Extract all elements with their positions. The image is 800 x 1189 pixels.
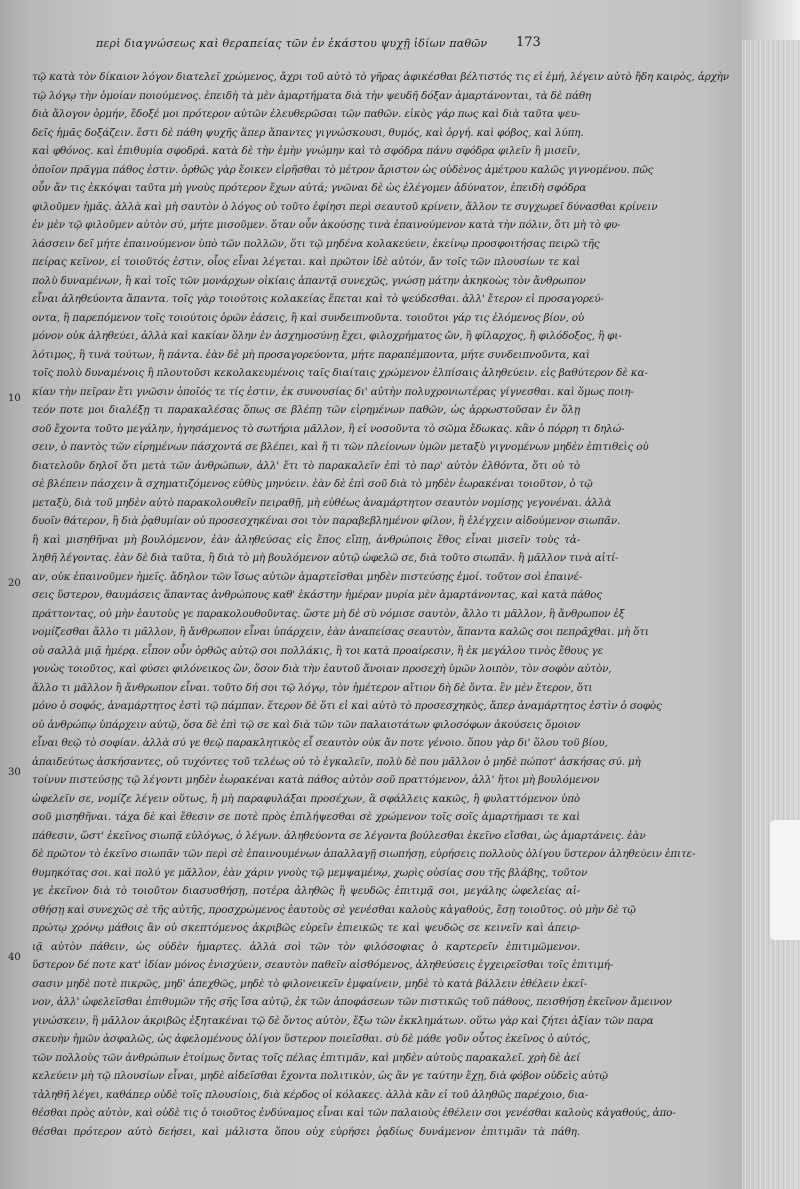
text-line: μόνον οὐκ ἀληθεύει, ἀλλὰ καὶ κακίαν ὅλην ἐν ἀσχημοσύνῃ ἔχει, φιλοχρήματος ὤν, ἢ φίλαρχος, ἢ φιλόδοξος, ἢ φι- [32, 330, 622, 342]
text-line: τἀληθῆ λέγει, καθάπερ οὐδὲ τοῖς πλουσίοις, διὰ κέρδος οἱ κόλακες. ἀλλὰ κἂν εἰ τοῦ ἀληθῶς παρέχοιο, δια- [32, 1088, 589, 1101]
text-line: οὐ ἀνθρώπῳ ὑπάρχειν αὐτῷ, ὅσα δὲ ἐπὶ τῷ σε καὶ διὰ τῶν τῶν παλαιοτάτων φιλοσόφων ἀκούσεις ὅμοιον [32, 718, 580, 731]
text-line: διὰ ἄλογον ὁρμήν, ἔδοξέ μοι πρότερον αὐτῶν ἐλευθερῶσαι τῶν παθῶν. εἰκὸς γάρ πως καὶ διὰ ταῦτα ψευ- [32, 108, 580, 120]
text-line: πείρας κεῖνον, εἰ τοιοῦτός ἐστιν, οἷος εἶναι λέγεται. καὶ πρῶτον ἰδὲ αὐτόν, ἄν τοῖς τῶν πλουσίων τε καὶ [32, 256, 580, 268]
text-line: γονὼς τοιοῦτος, καὶ φύσει φιλόνεικος ὢν, ὅσον διὰ τὴν ἑαυτοῦ ἄνοιαν προσεχὴ ὑμῶν λοιπὸν, τὸν σοφὸν αὐτὸν, [32, 663, 612, 675]
text-line: αν, οὐκ ἐπαινοῦμεν ἡμεῖς. ἄδηλον τῶν ἴσως αὐτῶν ἁμαρτεῖσθαι μηδὲν πιστεύσῃς ἐμοί. τοῦτον σοὶ ἐπαινέ- [32, 570, 583, 583]
text-line: θέσθαι πρότερον αὐτὸ δεήσει, καὶ μάλιστα ὅπου οὐχ εὑρήσει ῥᾳδίως δυνάμενον ἐπιτιμᾶν τὰ πάθη. [32, 1125, 580, 1138]
text-line: σασιν μηδὲ ποτὲ πικρῶς, μηδ' ἀπεχθῶς, μηδὲ τὸ φιλονεικεῖν ἐμφαίνειν, μηδὲ τὸ κατὰ βάλλειν ἐθέλειν ἐκεῖ- [32, 977, 588, 990]
text-line: εἶναι ἀληθεύοντα ἅπαντα. τοῖς γὰρ τοιούτοις κολακείας ἕπεται καὶ τὸ ψεύδεσθαι. ἀλλ' ἔτερον εἰ προσαγορεύ- [32, 293, 604, 305]
text-line: πρώτῳ χρόνῳ μάθοις ἂν οὐ σκεπτόμενος ἀκριβῶς εὑρεῖν ἐπιεικῶς τε καὶ ψευδῶς σε κεινεῖν καὶ ἀπειρ- [32, 922, 580, 934]
text-line: τοῖς πολὺ δυναμένοις ἢ πλουτοῦσι κεκολακευμένοις ταῖς διαίταις χρώμενον ἐλπίσαις ἀληθεύειν. εἰς βαθύτερον δὲ κα- [32, 367, 648, 379]
text-line: καὶ φθόνος. καὶ ἐπιθυμία σφοδρά. κατὰ δὲ τὴν ἐμὴν γνώμην καὶ τὸ σφόδρα πάνυ σφόδρα φιλεῖν ἢ μισεῖν, [32, 145, 580, 157]
text-line: γε ἐκεῖνον διὰ τὸ τοιοῦτον διασυσθήσῃ, ποτέρα ἀληθῶς ἢ ψευδῶς ἐπιτιμᾷ σοι, μεγάλης ὠφελείας αἰ- [32, 885, 580, 897]
text-line: δυοῖν θάτερον, ἢ διὰ ῥᾳθυμίαν οὐ προσεσχηκέναι σοι τὸν παραβεβλημένον φίλον, ἢ ἐλέγχειν αἰδούμενον σιωπᾶν. [32, 515, 621, 527]
text-line: τῷ λόγῳ τὴν ὁμοίαν ποιούμενος. ἐπειδὴ τὰ μὲν ἁμαρτήματα διὰ τὴν ψευδῆ δόξαν ἁμαρτάνονται, τὰ δὲ πάθη [32, 89, 591, 102]
margin-line-number: 20 [8, 578, 21, 589]
text-line: διατελοῦν δηλοῖ ὅτι μετὰ τῶν ἀνθρώπων, ἀλλ' ἔτι τὸ παρακαλεῖν ἐπὶ τὸ παρ' αὐτὸν ἐλθόντα, ὅτι οὐ τὸ [32, 459, 580, 472]
page-number: 173 [516, 35, 541, 50]
text-line: τοίνυν πιστεύσῃς τῷ λέγοντι μηδὲν ἑωρακέναι κατὰ πάθος αὐτὸν σοῦ πραττόμενον, ἀλλ' ἤτοι μὴ βουλόμενον [32, 774, 600, 786]
text-line: εἶναι θεῷ τὸ σοφίαν. ἀλλὰ σύ γε θεῷ παρακλητικὸς εἶ σεαυτὸν οὐκ ἄν ποτε γένοιο. ὅπου γὰρ δι' ὅλου τοῦ βίου, [32, 737, 608, 749]
text-line: πράττοντας, οὐ μὴν ἑαυτοὺς γε παρακολουθοῦντας. ὥστε μὴ δὲ σὺ νόμισε σαυτὸν, ἄλλο τι μᾶλλον, ἢ ἄνθρωπον ἐξ [32, 607, 625, 620]
text-line: λάσσειν δεῖ μήτε ἐπαινούμενον ὑπὸ τῶν πολλῶν, ὅτι τῷ μηδένα κολακεύειν, ἐκείνῳ προσφοιτήσας πειρῶ τῆς [32, 237, 600, 250]
text-line: σοῦ ἔχοντα τοῦτο μεγάλην, ἡγησάμενος τὸ σωτήρια μᾶλλον, ἢ εἰ νοσοῦντα τὸ σῶμα ἔδωκας. κἂν ὁ πόρρη τι δηλώ- [32, 422, 625, 435]
text-line: φιλοῦμεν ἡμᾶς. ἀλλὰ καὶ μὴ σαυτὸν ὁ λόγος οὐ τοῦτο ἐφίησι περὶ σεαυτοῦ κρίνειν, ἄλλον τε συγχωρεῖ δύνασθαι κρίνειν [32, 200, 658, 213]
text-line: λότιμος, ἢ τινὰ τούτων, ἢ πάντα. ἐὰν δὲ μὴ προσαγορεύοντα, μήτε παραπέμποντα, μήτε συνδειπνοῦντα, καὶ [32, 348, 590, 361]
text-line: πολὺ δυναμένων, ἢ καὶ τοῖς τῶν μονάρχων οἰκίαις ἀπαντᾷ συνεχῶς, γνώσῃ μάτην ἀκηκοὼς τὸν ἄνθρωπον [32, 274, 586, 287]
page-edge-highlight [770, 820, 800, 940]
margin-line-number: 40 [8, 952, 21, 963]
text-line: τῷ κατὰ τὸν δίκαιον λόγον διατελεῖ χρώμενος, ἄχρι τοῦ αὐτὸ τὸ γῆρας ἀφικέσθαι βέλτιστός τις εἰ ἐμή, λέγειν αὐτὸ ἤδη καιρὸς, ἀρχὴν [32, 71, 729, 83]
text-line: σθήσῃ καὶ συνεχῶς σὲ τῆς αὐτῆς, προσχρώμενος ἑαυτοὺς σὲ γενέσθαι καλοὺς κἀγαθούς, ἔσῃ τοιοῦτος. οὐ μὴν δὲ τῷ [32, 903, 636, 916]
text-line: ὁποῖον πρᾶγμα πάθος ἐστιν. ὀρθῶς γὰρ ἔοικεν εἰρῆσθαι τὸ μέτρον ἄριστον ὡς οὐδὲνος ἀμέτρου καλῶς γιγνομένου. πῶς [32, 163, 654, 176]
text-line: σκευὴν ἡμῶν ἀσφαλῶς, ὡς ἀφελομένους ὀλίγον ὕστερον ποιεῖσθαι. σὺ δὲ μάθε γοῦν οὗτος ἐκεῖνος ὁ αὐτός, [32, 1033, 591, 1045]
text-line: σεις ὕστερον, θαυμάσεις ἅπαντας ἀνθρώπους καθ' ἑκάστην ἡμέραν μυρία μὲν ἁμαρτάνοντας, καὶ κατὰ πάθος [32, 589, 603, 601]
text-line: τεόν ποτε μοι διαλέξῃ τι παρακαλέσας ὅπως σε βλέπῃ τῶν εἰρημένων παθῶν, ὡς ἀρρωστοῦσαν ἐν ὅλῃ [32, 404, 580, 416]
text-line: σειν, ὁ παντὸς τῶν εἰρημένων πάσχοντά σε βλέπει, καὶ ἤ τι τῶν πλείονων ὑμῶν μεταξὺ γιγνομένων μηδὲν ἐπιτιθεὶς οὐ [32, 441, 649, 453]
text-line: ληθῆ λέγοντας. ἐὰν δὲ διὰ ταῦτα, ἢ διὰ τὸ μὴ βουλόμενον αὐτῷ ὠφελῶ σε, διὰ τοῦτο σιωπᾶν. ἢ μᾶλλον τινὰ αἰτί- [32, 552, 619, 564]
text-line: δεῖς ἡμᾶς δοξάζειν. ἔστι δὲ πάθη ψυχῆς ἅπερ ἅπαντες γιγνώσκουσι, θυμός, καὶ ὀργή. καὶ φόβος, καὶ λύπη. [32, 126, 584, 139]
text-line: πάθεσιν, ὥστ' ἐκεῖνος σιωπᾷ εὐλόγως, ὁ λέγων. ἀληθεύοντα σε λέγοντα βούλεσθαι ἐκεῖνο εἴσθαι, ὡς ἁμαρτάνεις. ἐὰν [32, 829, 646, 842]
text-line: μόνο ὁ σοφός, ἀναμάρτητος ἐστὶ τῷ πάμπαν. ἕτερον δὲ ὅτι εἰ καὶ αὐτὸ τὸ προσεσχηκὸς, ἅπερ ἀναμάρτητος ἐστὶν ὁ σοφὸς [32, 700, 662, 712]
text-line: δὲ πρῶτον τὸ ἐκεῖνο σιωπᾶν τῶν περὶ σὲ ἐπαινουμένων ἀπαλλαγῇ σιωπήσῃ, εὑρήσεις πολλοὺς ὀλίγου ὕστερον ἀληθεύειν ἐπιτε- [32, 848, 696, 860]
text-line: νον, ἀλλ' ὠφελεῖσθαι ἐπιθυμῶν τῆς σῆς ἴσα αὐτῷ, ἐκ τῶν ἀποφάσεων τῶν πιστικῶς τοῦ πάθους, πεισθήσῃ ἐκεῖνον ἄμεινον [32, 996, 672, 1008]
text-line: ἀπαιδεύτως ἀσκήσαντες, οὐ τυχόντες τοῦ τελέως οὐ τὸ ἐγκαλεῖν, πολὺ δὲ που μᾶλλον ὁ μηδὲ πώποτ' ἀσκήσας σύ. μὴ [32, 755, 641, 768]
main-text-block [32, 68, 729, 1141]
text-line: σοῦ μισηθῆναι. τάχα δὲ καὶ ἔθεσιν σε ποτὲ πρὸς ἐπιλήψεσθαι σὲ χρώμενον τοῖς σοῖς ἁμαρτήμασι τε καὶ [32, 811, 580, 823]
text-line: τῶν πολλοὺς τῶν ἀνθρώπων ἐτοίμως ὄντας τοῖς πέλας ἐπιτιμᾶν, καὶ μηδὲν αὐτοὺς παρακαλεῖ. χρὴ δὲ ἀεί [32, 1051, 580, 1064]
running-head: περὶ διαγνώσεως καὶ θεραπείας τῶν ἐν ἑκάστου ψυχῇ ἰδίων παθῶν [96, 37, 488, 50]
text-line: ὠφελεῖν σε, νομίζε λέγειν οὕτως, ἢ μὴ παραφυλάξαι προσέχων, ἃ σφάλλεις κακῶς, ἢ φυλαττόμενον ὑπὸ [32, 792, 580, 805]
text-line: θυμηκότας σοι. καὶ πολύ γε μᾶλλον, ἐὰν χάριν γνοὺς τῷ μεμψαμένῳ, χωρὶς οὐσίας σου τῆς βλάβης, τοῦτον [32, 866, 588, 879]
text-line: κελεύειν μὴ τῷ πλουσίων εἶναι, μηδὲ αἰδεῖσθαι ἔχοντα πολιτικὸν, ὡς ἂν γε ταύτην ἔχῃ, διὰ φόβον οὐδεὶς αὐτῷ [32, 1070, 608, 1082]
text-line: ἐν μὲν τῷ φιλοῦμεν αὐτὸν σύ, μήτε μισοῦμεν. ὅταν οὖν ἀκούσῃς τινὰ ἐπαινούμενον κατὰ τὴν πόλιν, ὅτι μὴ τὸ φυ- [32, 219, 621, 231]
text-line: γινώσκειν, ἢ μᾶλλον ἀκριβῶς ἐξητακέναι τῷ δὲ ὄντος αὐτὸν, ἔξω τῶν ἐκκλημάτων. οὕτω γὰρ καὶ ζήτει ἀξίαν τῶν παρα [32, 1014, 654, 1027]
margin-line-number: 10 [8, 393, 21, 404]
text-line: οὖν ἄν τις ἐκκόψαι ταῦτα μὴ γνοὺς πρότερον ἔχων αὐτά; γνῶναι δὲ ὡς ἐλέγομεν ἀδύνατον, ἐπειδὴ σφόδρα [32, 182, 587, 194]
text-line: οντα, ἢ παρεπόμενον τοῖς τοιούτοις ὁρῶν ἐάσεις, ἢ καὶ συνδειπνοῦντα. τοιοῦτοι γάρ τις ἐλόμενος βίον, οὐ [32, 311, 585, 324]
text-line: οὐ σαλλὰ μιᾷ ἡμέρᾳ. εἶπον οὖν ὁρθῶς αὐτῷ σοι πολλάκις, ἢ τοι κατὰ προαίρεσιν, ἢ ἐκ μεγάλου τινὸς ἔθους γε [32, 644, 604, 657]
text-line: ὕστερον δέ ποτε κατ' ἰδίαν μόνος ἐνισχύειν, σεαυτὸν παθεῖν αἰσθόμενος, ἀληθεύσεις ἐγχειρεῖσθαι τοῖς ἐπιτιμή- [32, 959, 614, 971]
book-page-edges [742, 40, 800, 1189]
text-line: μεταξὺ, διὰ τοῦ μηδὲν αὐτὸ παρακολουθεῖν πειραθῇ, μὴ εὐθέως ἀναμάρτητον σεαυτὸν νομίσῃς γεγονέναι. ἀλλὰ [32, 496, 612, 509]
text-line: ἄλλο τι μᾶλλον ἢ ἄνθρωπον εἶναι. τοῦτο δή σοι τῷ λόγῳ, τὸν ἡμέτερον αἴτιον δὴ δὲ ὄντα. ἓν μὲν ἕτερον, ὅτι [32, 681, 593, 694]
margin-line-number: 30 [8, 767, 21, 778]
text-line: σὲ βλέπειν πάσχειν ἃ σχηματιζόμενος εὐθὺς μηνύειν. ἐὰν δὲ ἐπὶ σοῦ διὰ τὸ μηδὲν ἑωρακέναι τοιοῦτον, ὁ τῷ [32, 478, 593, 490]
text-line: ιᾷ αὐτὸν πάθειν, ὡς οὐδὲν ἡμαρτες. ἀλλὰ σοὶ τῶν τὸν φιλόσοφιας ὁ καρτερεῖν ἐπιτιμῶμενον. [32, 940, 580, 953]
text-line: κίαν τὴν πεῖραν ἔτι γνῶσιν ὁποῖός τε τίς ἐστιν, ἐκ συνουσίας δι' αὐτὴν πολυχρονιωτέρας γίγνεσθαι. καὶ ὅμως ποιη- [32, 385, 634, 398]
text-line: θέσθαι πρὸς αὐτὸν, καὶ οὐδὲ τις ὁ τοιοῦτος ἐνδύναμος εἶναι καὶ τῶν παλαιοὺς ἐθέλειν σοι γενέσθαι καλοὺς κἀγαθούς, ἀπο- [32, 1107, 676, 1119]
text-line: νομίζεσθαι ἄλλο τι μᾶλλον, ἢ ἄνθρωπον εἶναι ὑπάρχειν, ἐὰν ἀναπείσας σεαυτὸν, ἅπαντα καλῶς σοι πεπρᾶχθαι. μὴ ὅτι [32, 626, 649, 638]
text-line: ἢ καὶ μισηθῆναι μὴ βουλόμενον, ἐὰν ἀληθεύσας εἰς ἔπος εἴπῃ, ἀνθρώποις ἔθος εἶναι μισεῖν τοὺς τἀ- [32, 533, 580, 546]
